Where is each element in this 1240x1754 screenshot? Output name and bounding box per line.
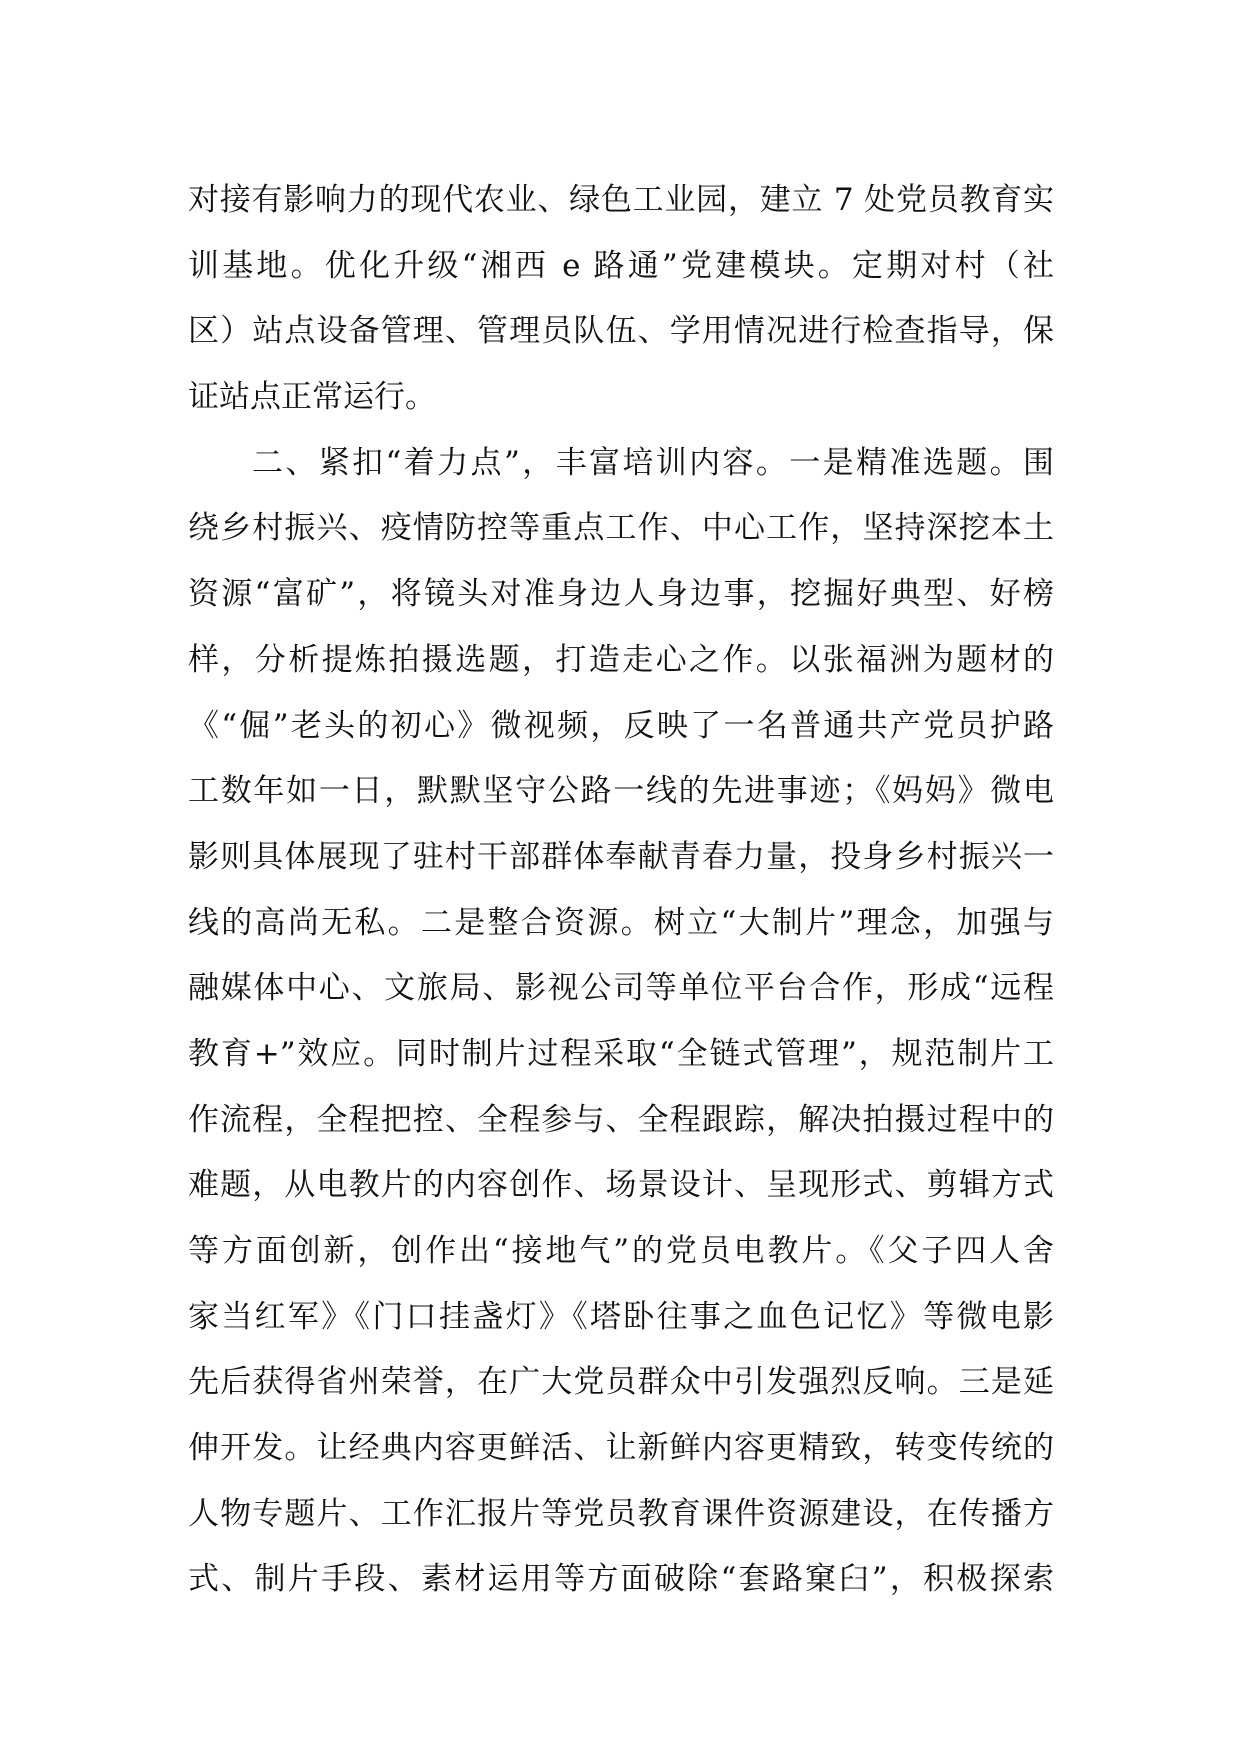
text-line: 绕乡村振兴、疫情防控等重点工作、中心工作，坚持深挖本土 <box>188 510 1054 547</box>
text-line: 家当红军》《门口挂盏灯》《塔卧往事之血色记忆》等微电影 <box>188 1298 1054 1335</box>
text-line: 式、制片手段、素材运用等方面破除“套路窠臼”，积极探索 <box>188 1561 1054 1598</box>
text-line: 样，分析提炼拍摄选题，打造走心之作。以张福洲为题材的 <box>188 641 1054 678</box>
text-line: 工数年如一日，默默坚守公路一线的先进事迹；《妈妈》微电 <box>188 773 1054 810</box>
text-line: 区）站点设备管理、管理员队伍、学用情况进行检查指导，保 <box>188 313 1054 350</box>
text-line: 线的高尚无私。二是整合资源。树立“大制片”理念，加强与 <box>188 904 1054 941</box>
text-line: 伸开发。让经典内容更鲜活、让新鲜内容更精致，转变传统的 <box>188 1430 1054 1467</box>
text-line: 融媒体中心、文旅局、影视公司等单位平台合作，形成“远程 <box>188 970 1054 1007</box>
text-line: 先后获得省州荣誉，在广大党员群众中引发强烈反响。三是延 <box>188 1364 1054 1401</box>
text-line: 人物专题片、工作汇报片等党员教育课件资源建设，在传播方 <box>188 1495 1054 1532</box>
text-line: 等方面创新，创作出“接地气”的党员电教片。《父子四人舍 <box>188 1233 1054 1269</box>
text-line: 《“倔”老头的初心》微视频，反映了一名普通共产党员护路 <box>188 707 1054 744</box>
text-line: 难题，从电教片的内容创作、场景设计、呈现形式、剪辑方式 <box>188 1167 1054 1204</box>
text-line: 作流程，全程把控、全程参与、全程跟踪，解决拍摄过程中的 <box>188 1101 1054 1138</box>
paragraph-start-line: 二、紧扣“着力点”，丰富培训内容。一是精准选题。围 <box>252 444 1054 481</box>
text-line: 教育+”效应。同时制片过程采取“全链式管理”，规范制片工 <box>188 1035 1054 1072</box>
body-text <box>188 168 1054 1613</box>
text-line: 影则具体展现了驻村干部群体奉献青春力量，投身乡村振兴一 <box>188 838 1054 875</box>
text-line: 训基地。优化升级“湘西 e 路通”党建模块。定期对村（社 <box>188 247 1054 284</box>
text-line: 对接有影响力的现代农业、绿色工业园，建立 7 处党员教育实 <box>188 182 1054 218</box>
text-line: 资源“富矿”，将镜头对准身边人身边事，挖掘好典型、好榜 <box>188 576 1054 613</box>
text-line: 证站点正常运行。 <box>188 379 436 416</box>
